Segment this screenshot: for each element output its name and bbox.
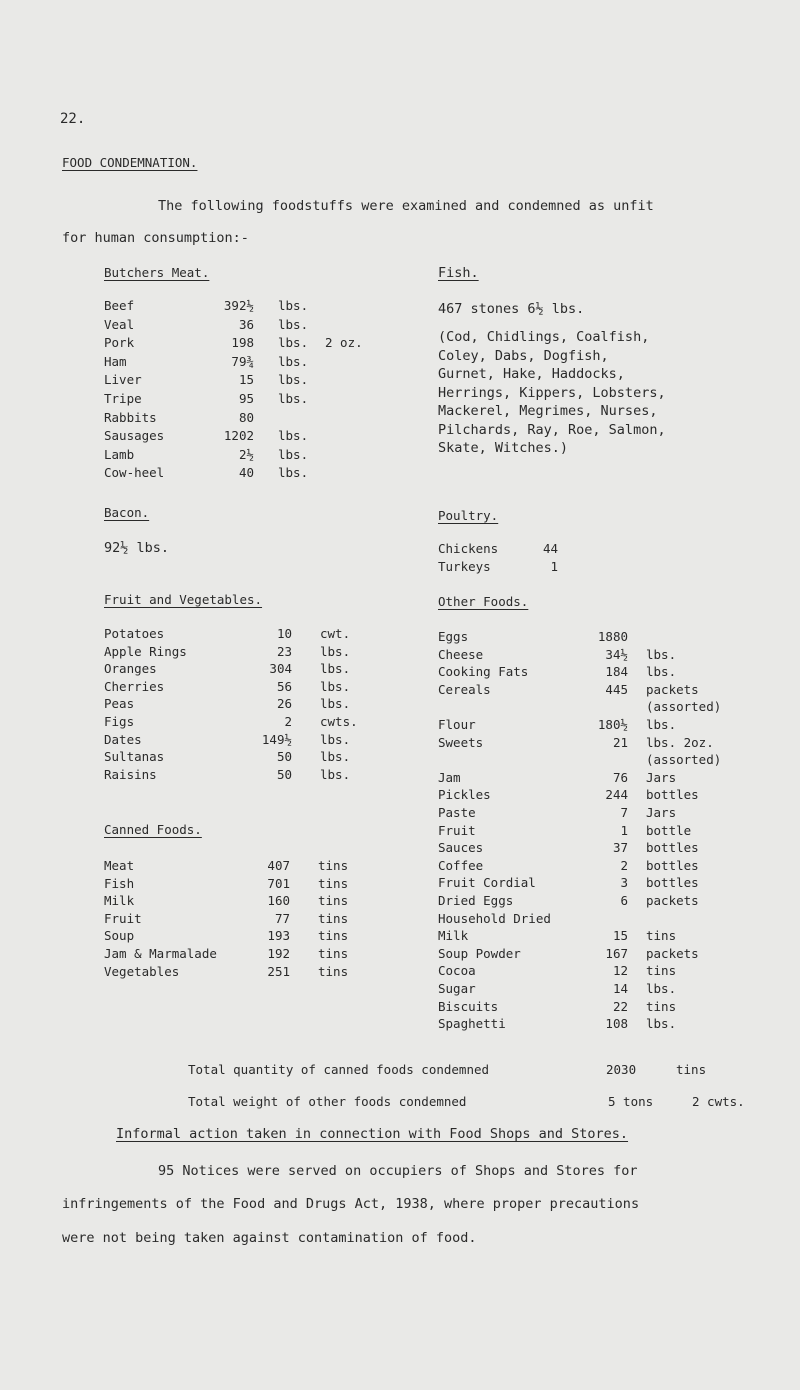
fruit-veg-item-unit: lbs. (320, 661, 351, 677)
poultry-heading: Poultry. (438, 508, 499, 523)
other-item-unit: packets (646, 945, 699, 961)
other-item-qty: 22 (612, 998, 628, 1014)
other-item-name: Cheese (438, 646, 484, 662)
other-item-name: Biscuits (438, 998, 499, 1014)
canned-item-unit: tins (318, 928, 349, 944)
butchers-item-name: Pork (104, 335, 135, 351)
fish-total: 467 stones 6½ lbs. (438, 301, 585, 317)
butchers-item-name: Liver (104, 372, 142, 388)
intro-line-2: for human consumption:- (62, 230, 249, 246)
bacon-value: 92½ lbs. (104, 540, 170, 556)
fruit-veg-item-name: Figs (104, 714, 135, 729)
other-item-name: Cocoa (438, 963, 476, 979)
other-item-unit: tins (646, 928, 677, 944)
butchers-item-qty: 2½ (238, 446, 254, 462)
total-canned-unit: tins (676, 1062, 707, 1077)
other-item-unit: bottle (646, 822, 692, 838)
butchers-item-qty: 40 (238, 465, 254, 481)
other-item-qty: 3 (620, 875, 628, 891)
fruit-veg-item-qty: 23 (276, 643, 292, 659)
poultry-item-name: Turkeys (438, 559, 491, 574)
other-item-qty: 1880 (597, 629, 628, 644)
other-item-unit: lbs. (646, 1016, 677, 1032)
canned-item-unit: tins (318, 946, 349, 961)
other-item-unit: lbs. 2oz. (646, 734, 714, 750)
other-item-name: Fruit Cordial (438, 875, 536, 891)
other-item-unit: Jars (646, 805, 677, 820)
fruit-veg-heading: Fruit and Vegetables. (104, 592, 263, 607)
canned-item-qty: 193 (267, 928, 290, 944)
fish-species-line: Herrings, Kippers, Lobsters, (438, 384, 666, 401)
other-item-name: Fruit (438, 822, 476, 838)
fruit-veg-item-name: Raisins (104, 766, 157, 782)
fruit-veg-item-name: Peas (104, 696, 135, 712)
butchers-item-name: Veal (104, 316, 135, 332)
fish-species-line: Mackerel, Megrimes, Nurses, (438, 403, 658, 419)
other-item-unit: tins (646, 963, 677, 979)
page-number: 22. (60, 111, 86, 127)
other-item-qty: 37 (612, 840, 628, 856)
canned-item-unit: tins (318, 875, 349, 891)
fruit-veg-item-name: Sultanas (104, 749, 165, 765)
fruit-veg-item-name: Cherries (104, 678, 165, 694)
other-item-qty: 15 (612, 928, 628, 944)
other-item-unit: (assorted) (646, 699, 722, 715)
canned-item-name: Jam & Marmalade (104, 946, 217, 961)
bacon-heading: Bacon. (104, 505, 150, 520)
canned-item-unit: tins (318, 893, 349, 909)
total-other-label: Total weight of other foods condemned (188, 1094, 467, 1109)
fruit-veg-item-name: Dates (104, 731, 142, 747)
other-item-name: Cereals (438, 681, 491, 697)
butchers-item-qty: 79¾ (231, 353, 254, 369)
butchers-item-unit: lbs. (278, 391, 309, 406)
fish-species-line: Coley, Dabs, Dogfish, (438, 347, 609, 364)
other-item-qty: 7 (620, 805, 628, 820)
total-canned-label: Total quantity of canned foods condemned (188, 1062, 490, 1077)
other-item-unit: packets (646, 893, 699, 908)
canned-item-unit: tins (318, 910, 349, 926)
fruit-veg-item-unit: lbs. (320, 731, 351, 747)
canned-item-name: Fish (104, 875, 135, 891)
butchers-item-name: Tripe (104, 391, 142, 406)
canned-item-name: Vegetables (104, 963, 180, 979)
butchers-item-qty: 1202 (223, 428, 254, 444)
canned-item-unit: tins (318, 858, 349, 873)
fish-heading: Fish. (438, 265, 479, 281)
other-item-name: Spaghetti (438, 1016, 506, 1032)
fruit-veg-item-qty: 50 (276, 749, 292, 765)
informal-line-1: 95 Notices were served on occupiers of Shops and Stores for (158, 1163, 638, 1179)
other-item-name: Dried Eggs (438, 893, 514, 908)
fruit-veg-item-unit: lbs. (320, 766, 351, 782)
butchers-item-unit: lbs. (278, 428, 309, 444)
canned-item-qty: 77 (274, 910, 290, 926)
canned-item-name: Milk (104, 893, 135, 909)
butchers-item-qty: 198 (231, 335, 254, 351)
butchers-item-extra: 2 oz. (325, 335, 363, 351)
fish-species-line: Pilchards, Ray, Roe, Salmon, (438, 421, 666, 438)
fruit-veg-item-qty: 304 (269, 661, 292, 677)
canned-item-name: Fruit (104, 910, 142, 926)
total-other-unit: 2 cwts. (692, 1094, 745, 1109)
canned-heading: Canned Foods. (104, 822, 202, 837)
fruit-veg-item-unit: cwt. (320, 626, 351, 641)
other-item-qty: 76 (612, 769, 628, 785)
other-item-unit: bottles (646, 875, 699, 891)
other-item-name: Sauces (438, 840, 484, 856)
other-item-unit: (assorted) (646, 752, 722, 768)
butchers-item-unit: lbs. (278, 353, 309, 369)
other-item-unit: tins (646, 998, 677, 1014)
other-item-name: Cooking Fats (438, 664, 529, 680)
other-item-qty: 184 (605, 664, 628, 680)
butchers-item-name: Ham (104, 353, 127, 369)
other-item-name: Sugar (438, 981, 476, 996)
canned-item-name: Meat (104, 858, 135, 873)
butchers-item-qty: 36 (238, 316, 254, 332)
other-item-name: Pickles (438, 787, 491, 803)
other-item-name: Flour (438, 717, 476, 732)
fruit-veg-item-name: Apple Rings (104, 643, 187, 659)
other-item-name: Sweets (438, 734, 484, 750)
other-item-name: Jam (438, 769, 461, 785)
canned-item-name: Soup (104, 928, 135, 944)
other-item-qty: 1 (620, 822, 628, 838)
informal-heading: Informal action taken in connection with Food Shops and Stores. (116, 1126, 629, 1142)
fruit-veg-item-qty: 10 (276, 626, 292, 641)
fruit-veg-item-qty: 2 (284, 714, 292, 729)
canned-item-qty: 701 (267, 875, 290, 891)
fruit-veg-item-name: Potatoes (104, 626, 165, 641)
canned-item-qty: 407 (267, 858, 290, 873)
butchers-item-unit: lbs. (278, 298, 309, 313)
butchers-item-name: Rabbits (104, 409, 157, 425)
fruit-veg-item-unit: lbs. (320, 696, 351, 712)
other-item-unit: bottles (646, 840, 699, 856)
other-item-qty: 445 (605, 681, 628, 697)
total-other-value: 5 tons (608, 1094, 654, 1109)
other-item-unit: lbs. (646, 981, 677, 996)
other-item-unit: lbs. (646, 664, 677, 680)
fruit-veg-item-qty: 149½ (261, 731, 292, 747)
other-item-qty: 244 (605, 787, 628, 803)
fruit-veg-item-name: Oranges (104, 661, 157, 677)
butchers-item-qty: 392½ (223, 298, 254, 313)
canned-item-qty: 160 (267, 893, 290, 909)
butchers-item-qty: 15 (238, 372, 254, 388)
other-item-qty: 12 (612, 963, 628, 979)
informal-line-3: were not being taken against contamination of food. (62, 1230, 477, 1246)
other-item-qty: 14 (612, 981, 628, 996)
canned-item-unit: tins (318, 963, 349, 979)
section-title: FOOD CONDEMNATION. (62, 155, 198, 170)
other-item-name: Milk (438, 928, 469, 944)
other-item-name: Coffee (438, 857, 484, 873)
other-item-name: Soup Powder (438, 945, 521, 961)
butchers-item-name: Sausages (104, 428, 165, 444)
butchers-item-unit: lbs. (278, 465, 309, 481)
fish-species-line: (Cod, Chidlings, Coalfish, (438, 329, 650, 345)
other-item-qty: 34½ (605, 646, 628, 662)
fruit-veg-item-qty: 50 (276, 766, 292, 782)
other-item-unit: lbs. (646, 717, 677, 732)
butchers-item-unit: lbs. (278, 335, 309, 351)
other-item-unit: packets (646, 681, 699, 697)
other-item-qty: 2 (620, 857, 628, 873)
poultry-item-qty: 44 (542, 541, 558, 556)
butchers-item-name: Beef (104, 298, 135, 313)
fruit-veg-item-unit: lbs. (320, 643, 351, 659)
other-item-qty: 108 (605, 1016, 628, 1032)
butchers-item-qty: 80 (238, 409, 254, 425)
intro-line-1: The following foodstuffs were examined and condemned as unfit (158, 198, 654, 214)
other-item-name: Eggs (438, 629, 469, 644)
other-item-qty: 21 (612, 734, 628, 750)
other-item-unit: bottles (646, 857, 699, 873)
other-item-qty: 6 (620, 893, 628, 908)
total-canned-value: 2030 (606, 1062, 637, 1077)
fruit-veg-item-unit: lbs. (320, 749, 351, 765)
fruit-veg-item-qty: 56 (276, 678, 292, 694)
fruit-veg-item-unit: lbs. (320, 678, 351, 694)
butchers-item-name: Lamb (104, 446, 135, 462)
poultry-item-name: Chickens (438, 541, 499, 556)
other-item-unit: lbs. (646, 646, 677, 662)
butchers-heading: Butchers Meat. (104, 265, 210, 280)
butchers-item-name: Cow-heel (104, 465, 165, 481)
fruit-veg-item-qty: 26 (276, 696, 292, 712)
butchers-item-unit: lbs. (278, 372, 309, 388)
other-item-qty: 167 (605, 945, 628, 961)
butchers-item-unit: lbs. (278, 316, 309, 332)
other-item-unit: Jars (646, 769, 677, 785)
other-heading: Other Foods. (438, 594, 529, 609)
other-item-qty: 180½ (597, 717, 628, 732)
canned-item-qty: 251 (267, 963, 290, 979)
informal-line-2: infringements of the Food and Drugs Act, 1938, where proper precautions (62, 1196, 640, 1212)
canned-item-qty: 192 (267, 946, 290, 961)
other-item-name: Household Dried (438, 910, 551, 926)
poultry-item-qty: 1 (550, 559, 558, 574)
fruit-veg-item-unit: cwts. (320, 714, 358, 729)
fish-species-line: Gurnet, Hake, Haddocks, (438, 366, 625, 382)
fish-species-line: Skate, Witches.) (438, 440, 569, 456)
butchers-item-unit: lbs. (278, 446, 309, 462)
butchers-item-qty: 95 (238, 391, 254, 406)
other-item-unit: bottles (646, 787, 699, 803)
other-item-name: Paste (438, 805, 476, 820)
